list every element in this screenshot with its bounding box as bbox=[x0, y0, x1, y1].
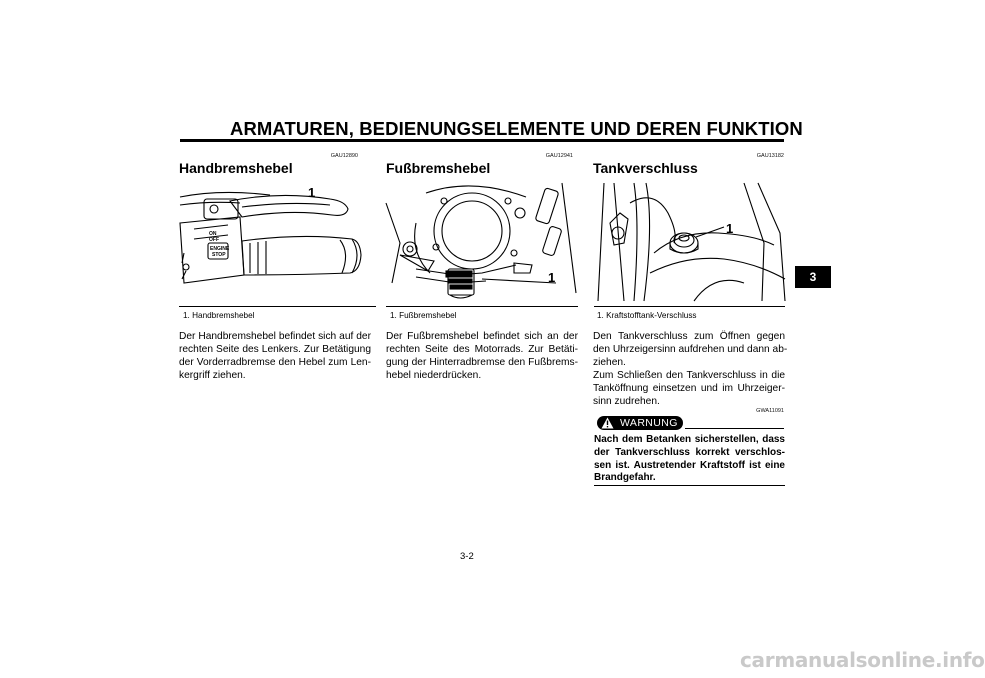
figure-callout: 1 bbox=[548, 270, 556, 285]
section-code: GAU12890 bbox=[330, 153, 358, 159]
body-line: ziehen. bbox=[593, 356, 626, 368]
body-line: sinn zudrehen. bbox=[593, 395, 660, 407]
section-body bbox=[179, 331, 371, 383]
body-line: Der Handbremshebel befindet sich auf der bbox=[179, 331, 371, 342]
warning-top-rule bbox=[685, 428, 784, 429]
figure-caption: 1. Handbremshebel bbox=[183, 311, 255, 320]
switch-label: ENGINE bbox=[210, 246, 230, 252]
warning-badge bbox=[597, 416, 683, 430]
caption-rule bbox=[594, 306, 785, 307]
body-line: hebel niederdrücken. bbox=[386, 369, 482, 381]
body-line: den Uhrzeigersinn aufdrehen und dann ab- bbox=[593, 343, 788, 355]
warning-label: WARNUNG bbox=[620, 417, 678, 429]
warning-line: der Tankverschluss korrekt verschlos- bbox=[594, 446, 785, 458]
warning-line: Nach dem Betanken sicherstellen, dass bbox=[594, 434, 785, 445]
chapter-tab[interactable]: 3 bbox=[795, 266, 831, 288]
warning-line: sen ist. Austretender Kraftstoff ist eine bbox=[594, 459, 785, 471]
body-line: Zum Schließen den Tankverschluss in die bbox=[593, 369, 785, 381]
section-heading: Fußbremshebel bbox=[386, 160, 491, 176]
figure-caption: 1. Fußbremshebel bbox=[390, 311, 457, 320]
fuel-tank-cap-figure bbox=[594, 183, 785, 301]
figure-caption: 1. Kraftstofftank-Verschluss bbox=[597, 311, 697, 320]
switch-label: OFF bbox=[209, 237, 219, 243]
body-line: Den Tankverschluss zum Öffnen gegen bbox=[593, 331, 785, 342]
section-heading: Tankverschluss bbox=[593, 160, 698, 176]
body-line: rechten Seite des Lenkers. Zur Betätigung bbox=[179, 343, 371, 355]
warning-text bbox=[594, 434, 785, 485]
warning-line: Brandgefahr. bbox=[594, 472, 656, 484]
warning-triangle-icon bbox=[601, 417, 614, 429]
body-line: rechten Seite des Motorrads. Zur Betäti- bbox=[386, 343, 578, 355]
warning-bottom-rule bbox=[594, 485, 785, 486]
body-line: Der Fußbremshebel befindet sich an der bbox=[386, 331, 578, 342]
page-number: 3-2 bbox=[460, 551, 474, 562]
body-line: gung der Hinterradbremse den Fußbrems- bbox=[386, 356, 578, 368]
switch-label: ON bbox=[209, 231, 217, 237]
section-code: GAU13182 bbox=[756, 153, 784, 159]
figure-callout: 1 bbox=[726, 221, 734, 236]
warning-code: GWA11091 bbox=[756, 408, 784, 414]
handbrake-lever-figure bbox=[180, 183, 376, 301]
body-line: Tanköffnung einsetzen und im Uhrzeiger- bbox=[593, 382, 785, 394]
body-line: der Vorderradbremse den Hebel zum Len- bbox=[179, 356, 371, 368]
section-heading: Handbremshebel bbox=[179, 160, 293, 176]
section-body bbox=[593, 331, 788, 408]
figure-callout: 1 bbox=[308, 185, 316, 200]
caption-rule bbox=[179, 306, 376, 307]
section-body bbox=[386, 331, 578, 383]
title-rule bbox=[180, 139, 784, 142]
body-line: kergriff ziehen. bbox=[179, 369, 246, 381]
switch-label: STOP bbox=[212, 252, 226, 258]
caption-rule bbox=[386, 306, 578, 307]
section-code: GAU12941 bbox=[545, 153, 573, 159]
watermark[interactable]: carmanualsonline.info bbox=[740, 648, 985, 672]
page-title: ARMATUREN, BEDIENUNGSELEMENTE UND DEREN FUNKTION bbox=[230, 118, 803, 139]
